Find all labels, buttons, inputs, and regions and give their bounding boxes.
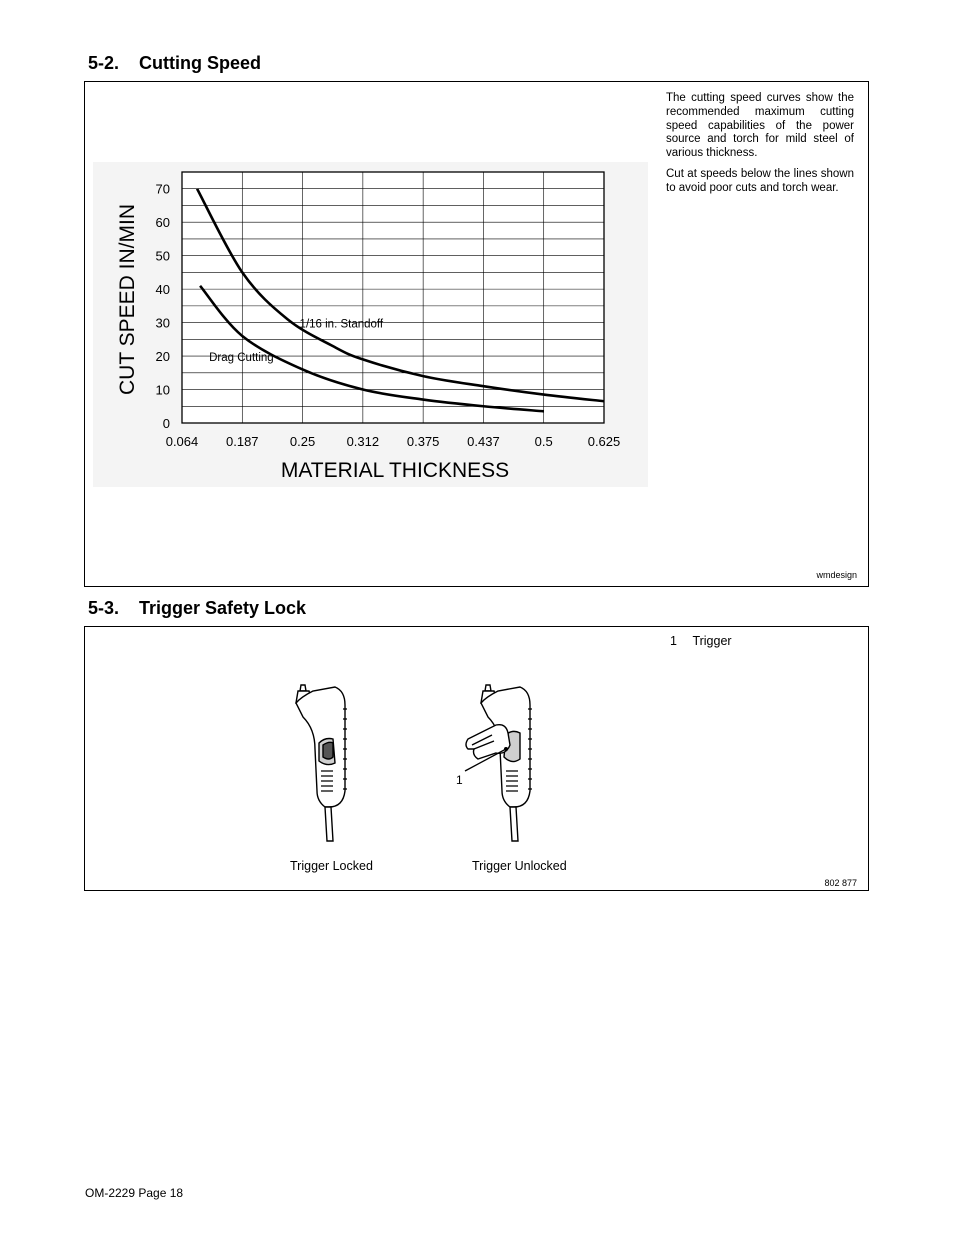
cutting-speed-description xyxy=(666,92,854,203)
y-tick-label: 70 xyxy=(155,181,170,197)
credit-label: wmdesign xyxy=(816,570,857,580)
x-tick-label: 0.375 xyxy=(406,434,440,449)
x-tick-label: 0.25 xyxy=(289,434,316,449)
plot-area xyxy=(182,172,604,423)
section-title: Cutting Speed xyxy=(139,53,261,73)
legend-number: 1 xyxy=(670,634,677,648)
y-axis-title: CUT SPEED IN/MIN xyxy=(116,204,139,395)
series-label: 1/16 in. Standoff xyxy=(299,318,384,331)
y-tick-label: 60 xyxy=(155,215,170,231)
x-tick-label: 0.5 xyxy=(534,434,553,449)
figure-code: 802 877 xyxy=(824,878,857,888)
x-tick-label: 0.187 xyxy=(226,434,259,449)
x-tick-label: 0.437 xyxy=(467,434,500,449)
section-number: 5-2. xyxy=(88,53,120,73)
section-heading-cutting-speed xyxy=(88,53,261,74)
section-heading-trigger-safety-lock xyxy=(88,598,306,619)
x-tick-label: 0.625 xyxy=(587,434,621,449)
section-number: 5-3. xyxy=(88,598,120,618)
legend-item xyxy=(670,634,732,648)
trigger-safety-lock-panel xyxy=(84,626,869,891)
caption-trigger-unlocked: Trigger Unlocked xyxy=(472,859,567,873)
cutting-speed-chart xyxy=(85,82,685,502)
y-tick-label: 40 xyxy=(155,282,170,298)
x-tick-label: 0.064 xyxy=(165,434,199,449)
page-footer: OM-2229 Page 18 xyxy=(85,1186,184,1200)
y-tick-label: 30 xyxy=(155,315,170,331)
section-title: Trigger Safety Lock xyxy=(139,598,307,618)
y-tick-label: 10 xyxy=(155,382,170,398)
cutting-speed-panel xyxy=(84,81,869,587)
description-paragraph-1: The cutting speed curves show the recommended maximum cutting speed capabilities of the power source and torch for mild steel of various thickness. xyxy=(666,92,854,160)
y-tick-label: 0 xyxy=(162,416,170,431)
x-axis-title: MATERIAL THICKNESS xyxy=(280,459,510,482)
x-tick-label: 0.312 xyxy=(346,434,380,449)
series-label: Drag Cutting xyxy=(209,352,274,365)
callout-number: 1 xyxy=(456,773,463,787)
torch-locked-illustration xyxy=(285,679,375,849)
legend-label: Trigger xyxy=(692,634,732,648)
description-paragraph-2: Cut at speeds below the lines shown to avoid poor cuts and torch wear. xyxy=(666,167,854,194)
y-tick-label: 20 xyxy=(155,349,170,365)
caption-trigger-locked: Trigger Locked xyxy=(290,859,373,873)
y-tick-label: 50 xyxy=(155,248,170,264)
torch-unlocked-illustration xyxy=(450,679,560,849)
